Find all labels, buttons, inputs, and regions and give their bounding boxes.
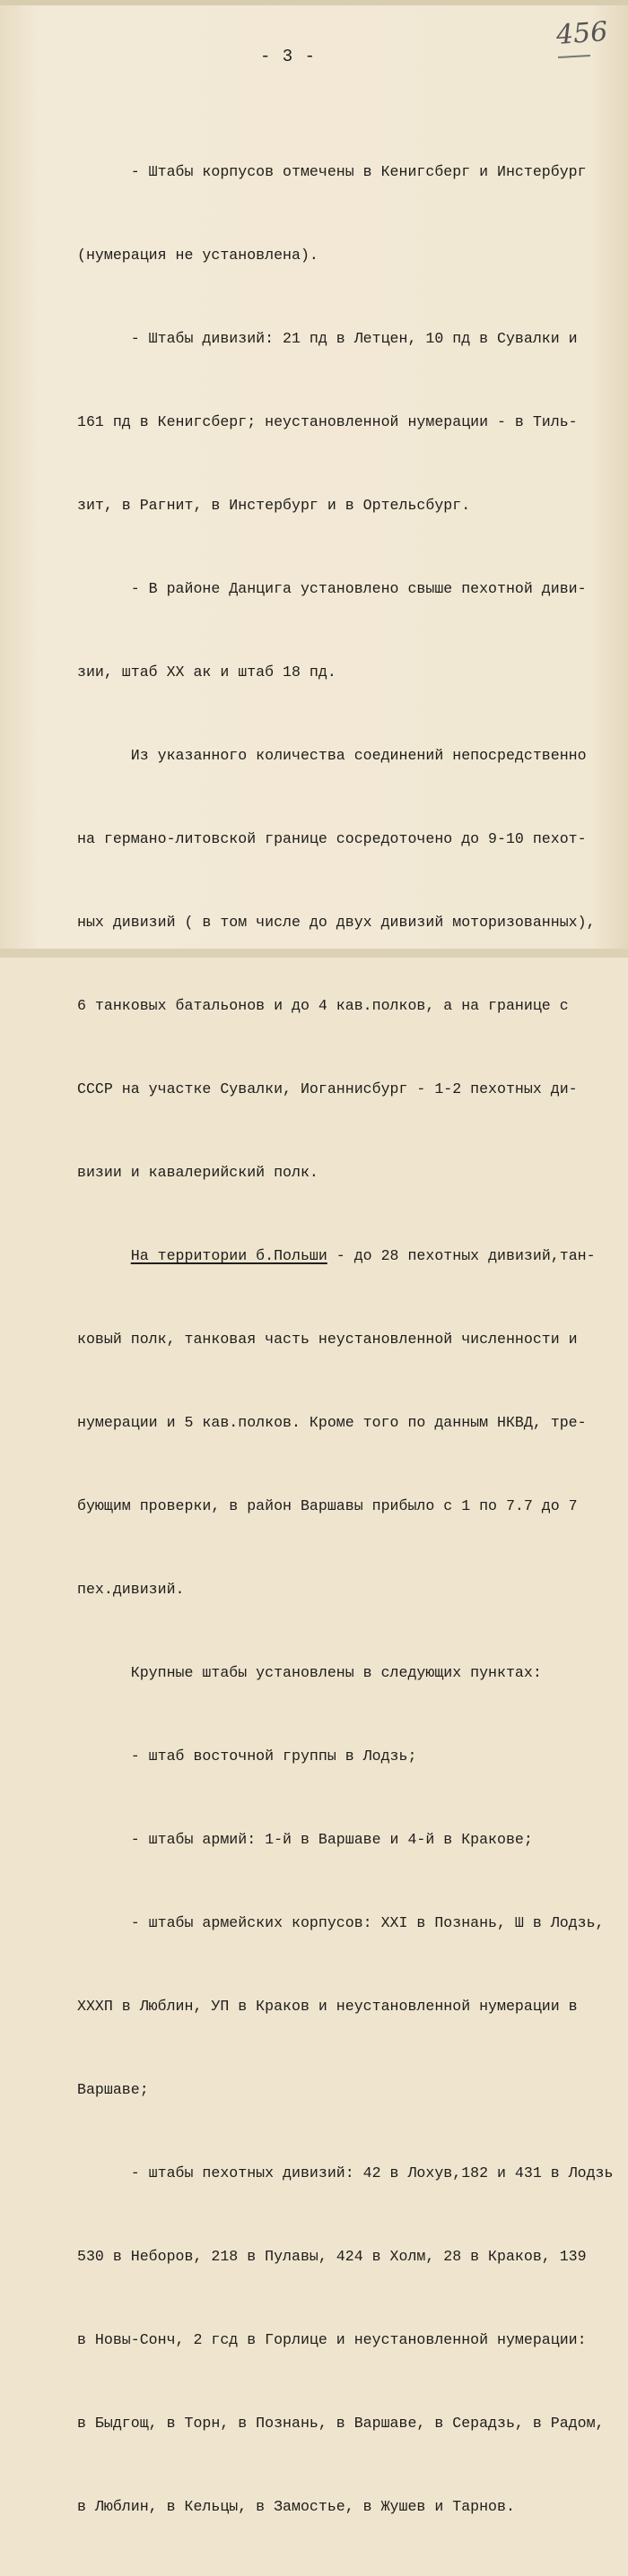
- text-line: зии, штаб XX ак и штаб 18 пд.: [77, 664, 336, 681]
- text-line: нумерации и 5 кав.полков. Кроме того по данным НКВД, тре-: [77, 1414, 587, 1431]
- text-line: визии и кавалерийский полк.: [77, 1164, 318, 1181]
- text-line: - Штабы дивизий: 21 пд в Летцен, 10 пд в Сувалки и: [77, 330, 578, 347]
- text-line: СССР на участке Сувалки, Иоганнисбург - 1-2 пехотных ди-: [77, 1080, 578, 1097]
- text-line: - штаб восточной группы в Лодзь;: [77, 1748, 417, 1765]
- text-line: 161 пд в Кенигсберг; неустановленной нумерации - в Тиль-: [77, 413, 578, 430]
- text-line: зит, в Рагнит, в Инстербург и в Ортельсбург.: [77, 497, 471, 514]
- archive-number-underline: [558, 55, 590, 58]
- text-line: бующим проверки, в район Варшавы прибыло с 1 по 7.7 до 7: [77, 1497, 578, 1514]
- text-line: 6 танковых батальонов и до 4 кав.полков, а на границе с: [77, 997, 569, 1014]
- document-body: [77, 102, 621, 2576]
- underlined-heading: На территории б.Польши: [130, 1247, 327, 1264]
- text-line: Крупные штабы установлены в следующих пунктах:: [77, 1664, 542, 1681]
- text-line: пех.дивизий.: [77, 1581, 185, 1598]
- page-number: - 3 -: [260, 47, 317, 66]
- text-line: в Быдгощ, в Торн, в Познань, в Варшаве, в Серадзь, в Радом,: [77, 2415, 605, 2432]
- paper-top-edge: [0, 0, 628, 5]
- text-line: - В районе Данцига установлено свыше пехотной диви-: [77, 580, 587, 597]
- text-line: на германо-литовской границе сосредоточено до 9-10 пехот-: [77, 830, 587, 847]
- text-line: 530 в Неборов, 218 в Пулавы, 424 в Холм, 28 в Краков, 139: [77, 2248, 587, 2265]
- text-line: - штабы пехотных дивизий: 42 в Лохув,182 и 431 в Лодзь: [77, 2164, 614, 2181]
- text-line: (нумерация не установлена).: [77, 247, 318, 264]
- text-line: ных дивизий ( в том числе до двух дивизий моторизованных),: [77, 914, 596, 931]
- text-line: в Люблин, в Кельцы, в Замостье, в Жушев и Тарнов.: [77, 2498, 515, 2515]
- text-line: XXXП в Люблин, УП в Краков и неустановленной нумерации в: [77, 1998, 578, 2015]
- text-line: - Штабы корпусов отмечены в Кенигсберг и Инстербург: [77, 163, 587, 180]
- text-line: в Новы-Сонч, 2 гсд в Горлице и неустановленной нумерации:: [77, 2331, 587, 2348]
- text-line: - штабы армий: 1-й в Варшаве и 4-й в Кракове;: [77, 1831, 533, 1848]
- text-line-rest: - до 28 пехотных дивизий,тан-: [327, 1247, 596, 1264]
- text-line: Из указанного количества соединений непосредственно: [77, 747, 587, 764]
- text-line-underlined: [77, 1242, 621, 1270]
- text-line: Варшаве;: [77, 2081, 149, 2098]
- text-line: - штабы армейских корпусов: XXI в Познань, Ш в Лодзь,: [77, 1914, 605, 1931]
- archive-handwritten-number: 456: [554, 16, 609, 51]
- text-line: ковый полк, танковая часть неустановленной численности и: [77, 1331, 578, 1348]
